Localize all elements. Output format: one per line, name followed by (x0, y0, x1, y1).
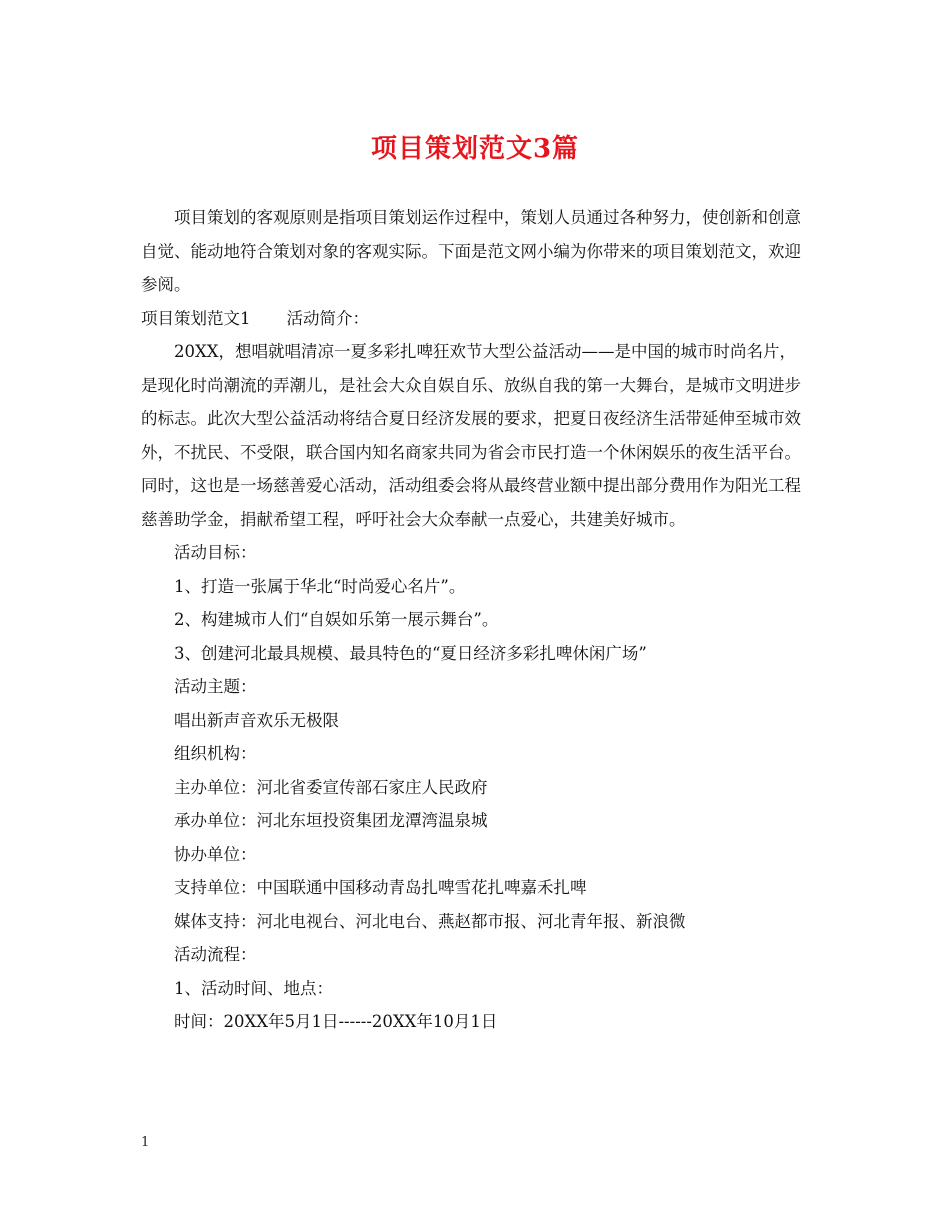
page-number: 1 (141, 1135, 150, 1150)
text-line: 活动目标： (174, 543, 257, 562)
text-line: 支持单位：中国联通中国移动青岛扎啤雪花扎啤嘉禾扎啤 (174, 878, 587, 897)
section-heading: 项目策划范文1 (141, 308, 251, 328)
text-line: 1、活动时间、地点： (174, 978, 333, 998)
text-line: 3、创建河北最具规模、最具特色的“夏日经济多彩扎啤休闲广场” (174, 643, 647, 663)
document-title: 项目策划范文3篇 (370, 134, 580, 164)
text-line: 组织机构： (174, 744, 257, 763)
text-line: 媒体支持：河北电视台、河北电台、燕赵都市报、河北青年报、新浪微 (174, 911, 686, 931)
intro-paragraph: 项目策划的客观原则是指项目策划运作过程中，策划人员通过各种努力，使创新和创意自觉、能动地符合策划对象的客观实际。下面是范文网小编为你带来的项目策划范文，欢迎参阅。 (141, 208, 801, 294)
text-line: 2、构建城市人们“自娱如乐第一展示舞台”。 (174, 610, 499, 629)
text-line: 主办单位：河北省委宣传部石家庄人民政府 (174, 777, 488, 797)
text-line: 活动主题： (174, 677, 257, 696)
text-line: 唱出新声音欢乐无极限 (174, 710, 339, 730)
text-line: 活动流程： (174, 945, 257, 964)
text-line: 时间：20XX年5月1日------20XX年10月1日 (174, 1012, 498, 1031)
text-line: 1、打造一张属于华北“时尚爱心名片”。 (174, 576, 466, 596)
description-paragraph: 20XX，想唱就唱清凉一夏多彩扎啤狂欢节大型公益活动——是中国的城市时尚名片，是现化时尚潮流的弄潮儿，是社会大众自娱自乐、放纵自我的第一大舞台，是城市文明进步的标志。此次大型公益活动将结合夏日经济发展的要求，把夏日夜经济生活带延伸至城市效外，不扰民、不受限，联合国内知名商家共同为省会市民打造一个休闲娱乐的夜生活平台。同时，这也是一场慈善爱心活动，活动组委会将从最终营业额中提出部分费用作为阳光工程慈善助学金，捐献希望工程，呼吁社会大众奉献一点爱心，共建美好城市。 (141, 342, 801, 529)
text-line: 承办单位：河北东垣投资集团龙潭湾温泉城 (174, 811, 488, 830)
section-heading-line (141, 302, 811, 336)
document-body (141, 201, 811, 1039)
section-subheading: 活动简介： (286, 308, 369, 328)
text-line: 协办单位： (174, 844, 257, 864)
